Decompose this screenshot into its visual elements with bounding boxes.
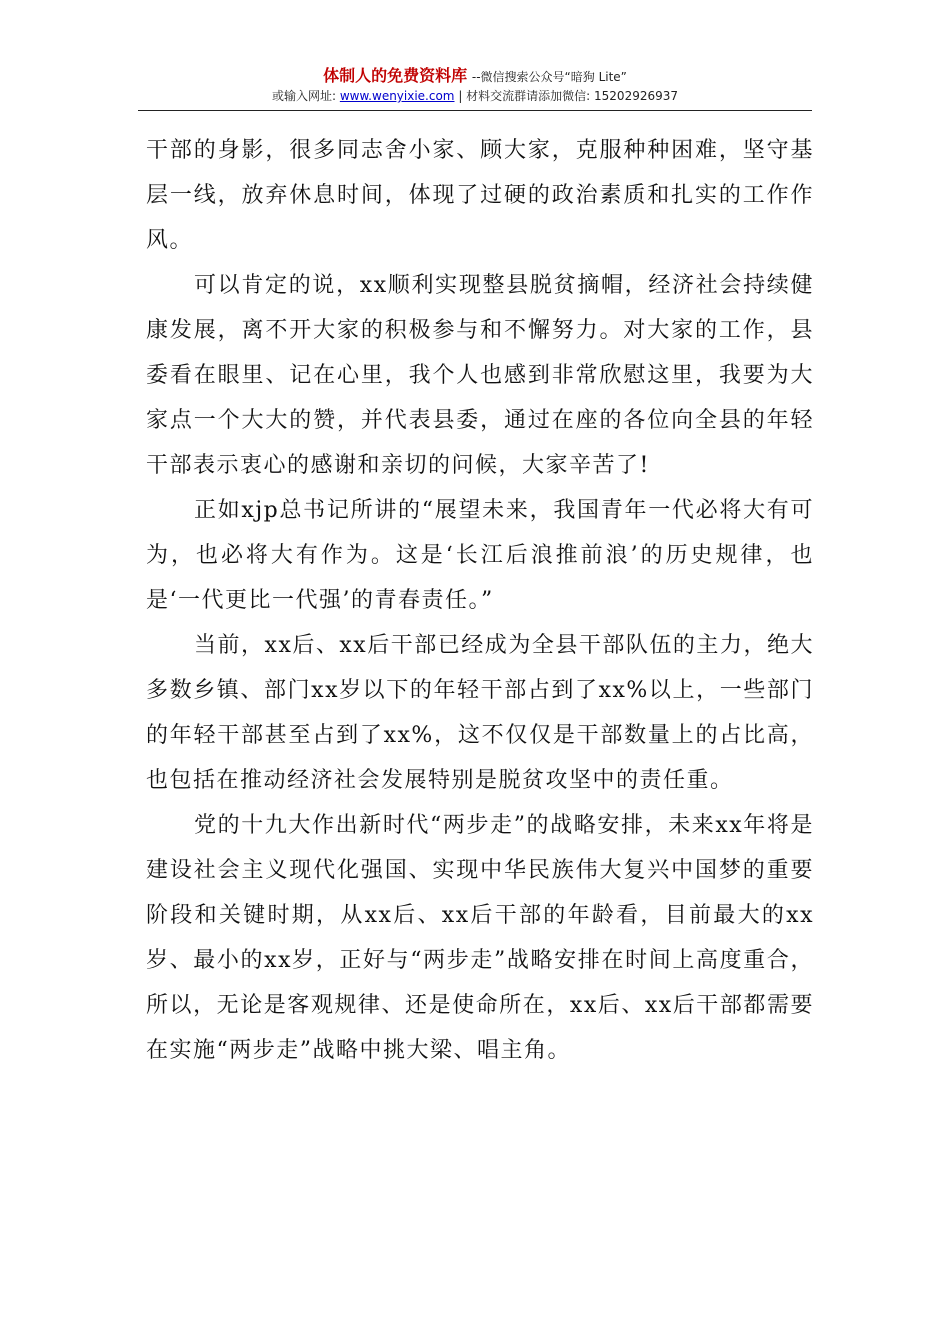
header-contact: | 材料交流群请添加微信: 15202926937 xyxy=(454,89,679,103)
paragraph-2: 可以肯定的说，xx顺利实现整县脱贫摘帽，经济社会持续健康发展，离不开大家的积极参与和不懈努力。对大家的工作，县委看在眼里、记在心里，我个人也感到非常欣慰这里，我要为大家点一个大大的赞，并代表县委，通过在座的各位向全县的年轻干部表示衷心的感谢和亲切的问候，大家辛苦了! xyxy=(146,273,814,478)
page-header xyxy=(0,66,950,105)
paragraph-5: 党的十九大作出新时代“两步走”的战略安排，未来xx年将是建设社会主义现代化强国、实现中华民族伟大复兴中国梦的重要阶段和关键时期，从xx后、xx后干部的年龄看，目前最大的xx岁、最小的xx岁，正好与“两步走”战略安排在时间上高度重合，所以，无论是客观规律、还是使命所在，xx后、xx后干部都需要在实施“两步走”战略中挑大梁、唱主角。 xyxy=(146,813,814,1063)
header-url-prefix: 或输入网址: xyxy=(271,89,340,103)
header-brand: 体制人的免费资料库 xyxy=(323,66,468,85)
header-divider xyxy=(138,110,812,111)
paragraph-4: 当前，xx后、xx后干部已经成为全县干部队伍的主力，绝大多数乡镇、部门xx岁以下的年轻干部占到了xx%以上，一些部门的年轻干部甚至占到了xx%，这不仅仅是干部数量上的占比高，也包括在推动经济社会发展特别是脱贫攻坚中的责任重。 xyxy=(146,633,814,793)
header-subtitle: --微信搜索公众号“暗狗 Lite” xyxy=(471,70,627,84)
header-title-line xyxy=(0,66,950,87)
header-url-link[interactable]: www.wenyixie.com xyxy=(339,89,455,103)
document-body xyxy=(146,128,814,1073)
paragraph-3: 正如xjp总书记所讲的“展望未来，我国青年一代必将大有可为，也必将大有作为。这是‘长江后浪推前浪’的历史规律，也是‘一代更比一代强’的青春责任。” xyxy=(146,498,814,613)
paragraph-1: 干部的身影，很多同志舍小家、顾大家，克服种种困难，坚守基层一线，放弃休息时间，体现了过硬的政治素质和扎实的工作作风。 xyxy=(146,138,814,253)
header-contact-line xyxy=(0,87,950,105)
